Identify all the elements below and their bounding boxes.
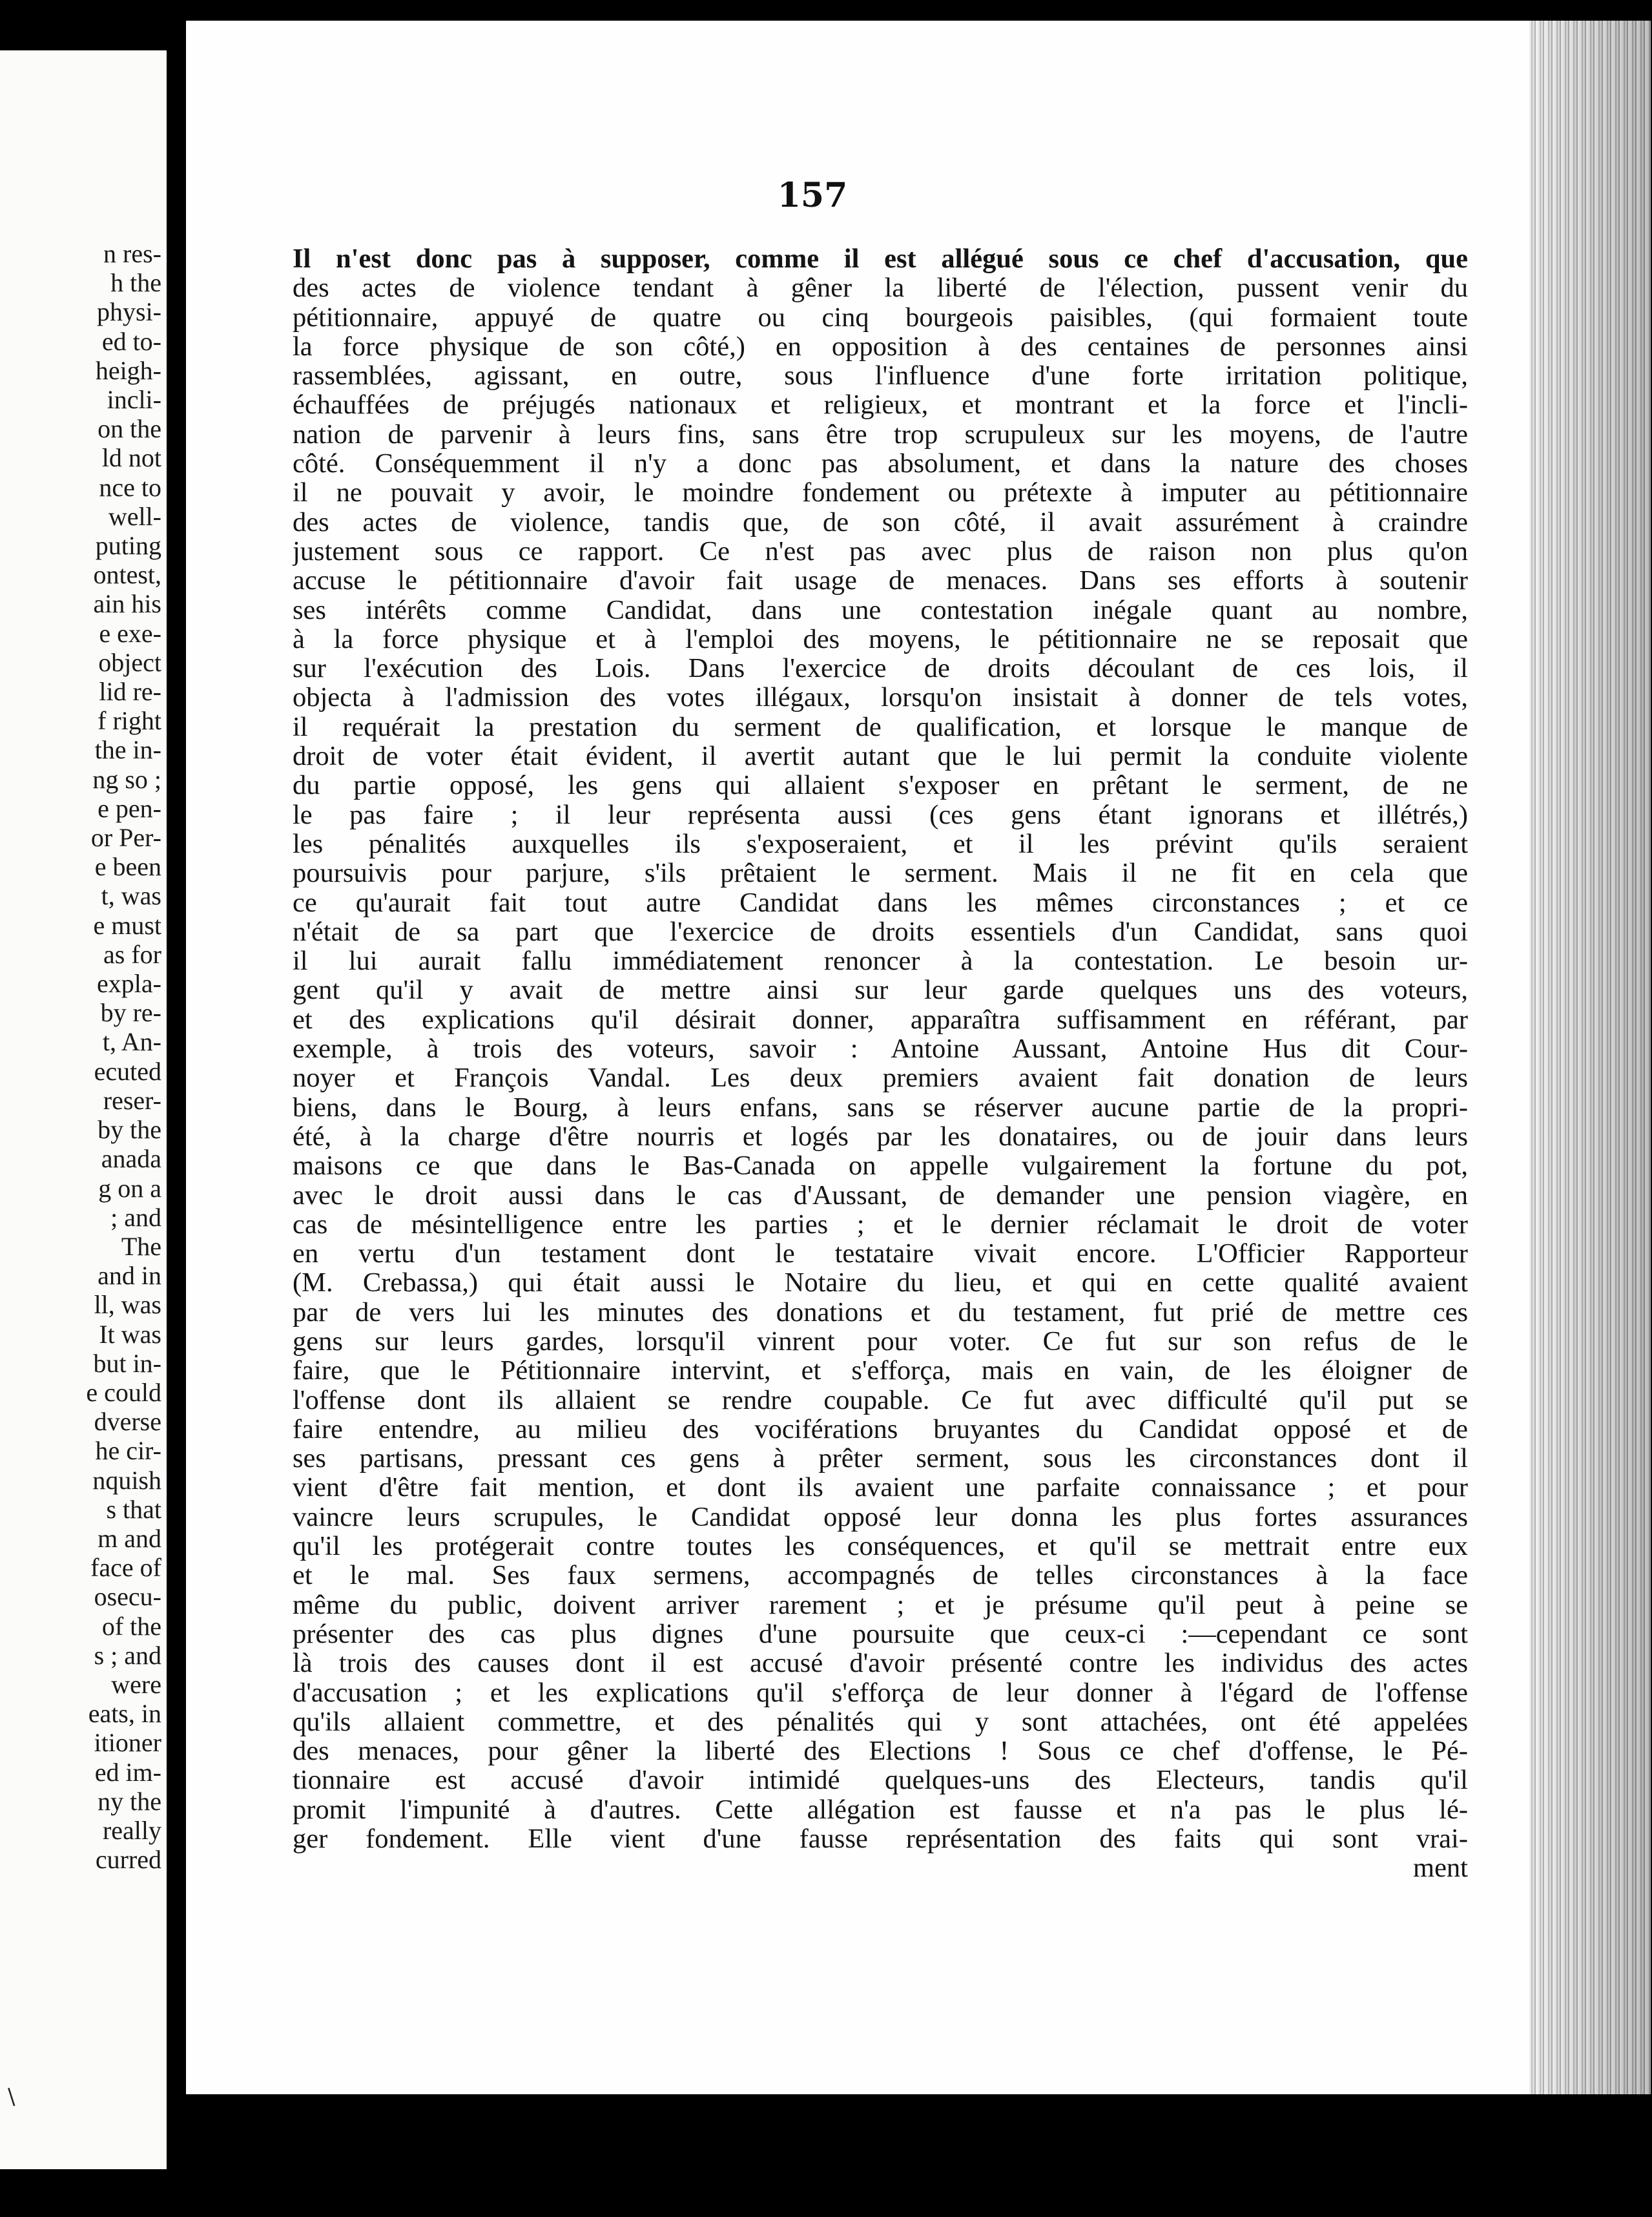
catchword: ment xyxy=(1413,1853,1468,1883)
facing-page-line: anada xyxy=(101,1144,161,1174)
facing-page-line: e must xyxy=(93,910,161,940)
text-line: accuse le pétitionnaire d'avoir fait usage de menaces. Dans ses efforts à soutenir xyxy=(293,566,1468,596)
text-line: du partie opposé, les gens qui allaient s'exposer en prêtant le serment, de ne xyxy=(293,771,1468,800)
facing-page-line: ed im- xyxy=(94,1757,161,1787)
facing-page-line: or Per- xyxy=(90,823,161,853)
text-line: exemple, à trois des voteurs, savoir : Antoine Aussant, Antoine Hus dit Cour- xyxy=(293,1034,1468,1064)
text-line: là trois des causes dont il est accusé d'avoir présenté contre les individus des actes xyxy=(293,1649,1468,1678)
page-number: 157 xyxy=(777,176,848,215)
facing-page-line: e been xyxy=(94,852,161,882)
text-line: faire entendre, au milieu des vociférations bruyantes du Candidat opposé et de xyxy=(293,1414,1468,1444)
facing-page-line: f right xyxy=(98,706,161,736)
text-line: ger fondement. Elle vient d'une fausse représentation des faits qui sont vrai- xyxy=(293,1824,1468,1854)
facing-page-line: and in xyxy=(98,1261,161,1291)
facing-page-line: dverse xyxy=(94,1407,161,1437)
facing-page-line: ll, was xyxy=(94,1290,161,1320)
text-line: échauffées de préjugés nationaux et religieux, et montrant et la force et l'incli- xyxy=(293,390,1468,420)
page-edges xyxy=(1529,21,1651,2094)
text-line: tionnaire est accusé d'avoir intimidé quelques-uns des Electeurs, tandis qu'il xyxy=(293,1765,1468,1795)
text-line: été, à la charge d'être nourris et logés par les donataires, ou de jouir dans leurs xyxy=(293,1121,1468,1152)
text-line: droit de voter était évident, il avertit autant que le lui permit la conduite violente xyxy=(293,742,1468,771)
facing-page-line: itioner xyxy=(94,1728,161,1758)
text-line: en vertu d'un testament dont le testataire vivait encore. L'Officier Rapporteur xyxy=(293,1239,1468,1269)
facing-page-line: as for xyxy=(103,939,161,969)
facing-page-line: physi- xyxy=(97,297,161,327)
facing-page-line: osecu- xyxy=(94,1582,161,1612)
facing-page-line: e pen- xyxy=(98,793,161,823)
text-line: promit l'impunité à d'autres. Cette allégation est fausse et n'a pas le plus lé- xyxy=(293,1795,1468,1825)
facing-page-line: t, An- xyxy=(102,1027,161,1057)
text-line: il requérait la prestation du serment de qualification, et lorsque le manque de xyxy=(293,712,1468,742)
facing-page-line: heigh- xyxy=(95,355,161,385)
facing-page-line: by the xyxy=(98,1115,161,1145)
facing-page-line: n res- xyxy=(103,239,161,268)
facing-page-line: ng so ; xyxy=(92,764,161,794)
facing-page-line: ontest, xyxy=(93,560,161,590)
text-line: vient d'être fait mention, et dont ils avaient une parfaite connaissance ; et pour xyxy=(293,1473,1468,1503)
margin-mark: \ xyxy=(8,2084,15,2110)
facing-page-left xyxy=(0,50,167,2169)
text-line: objecta à l'admission des votes illégaux, lorsqu'on insistait à donner de tels votes, xyxy=(293,683,1468,713)
text-line: vaincre leurs scrupules, le Candidat opposé leur donna les plus fortes assurances xyxy=(293,1502,1468,1532)
facing-page-line: g on a xyxy=(98,1173,161,1203)
facing-page-line: curred xyxy=(95,1845,161,1875)
facing-page-line: well- xyxy=(108,501,161,531)
text-line: ses intérêts comme Candidat, dans une contestation inégale quant au nombre, xyxy=(293,595,1468,625)
facing-page-line: face of xyxy=(90,1553,161,1583)
text-line: ses partisans, pressant ces gens à prêter serment, sous les circonstances dont il xyxy=(293,1444,1468,1473)
book-page xyxy=(186,21,1651,2094)
text-line: par de vers lui les minutes des donations et du testament, fut prié de mettre ces xyxy=(293,1297,1468,1327)
page-body-text xyxy=(293,244,1468,1883)
facing-page-line: e exe- xyxy=(99,618,161,648)
text-line: pétitionnaire, appuyé de quatre ou cinq bourgeois paisibles, (qui formaient toute xyxy=(293,302,1468,332)
facing-page-text-fragments xyxy=(86,239,161,1874)
facing-page-line: eats, in xyxy=(88,1699,161,1729)
text-line: présenter des cas plus dignes d'une poursuite que ceux-ci :—cependant ce sont xyxy=(293,1619,1468,1649)
facing-page-line: incli- xyxy=(107,385,161,415)
text-line: sur l'exécution des Lois. Dans l'exercice de droits découlant de ces lois, il xyxy=(293,654,1468,683)
text-line: gent qu'il y avait de mettre ainsi sur leur garde quelques uns des voteurs, xyxy=(293,975,1468,1005)
text-line: cas de mésintelligence entre les parties ; et le dernier réclamait le droit de voter xyxy=(293,1209,1468,1240)
facing-page-line: lid re- xyxy=(99,677,161,707)
text-line: des actes de violence, tandis que, de son côté, il avait assurément à craindre xyxy=(293,507,1468,537)
facing-page-line: m and xyxy=(98,1523,161,1553)
text-line: le pas faire ; il leur représenta aussi (ces gens étant ignorans et illétrés,) xyxy=(293,800,1468,829)
facing-page-line: nce to xyxy=(99,472,161,502)
text-line: (M. Crebassa,) qui était aussi le Notaire du lieu, et qui en cette qualité avaient xyxy=(293,1268,1468,1298)
text-line: noyer et François Vandal. Les deux premiers avaient fait donation de leurs xyxy=(293,1063,1468,1093)
text-line: côté. Conséquemment il n'y a donc pas absolument, et dans la nature des choses xyxy=(293,449,1468,479)
facing-page-line: nquish xyxy=(92,1465,161,1495)
facing-page-line: object xyxy=(98,647,161,677)
text-line: poursuivis pour parjure, s'ils prêtaient le serment. Mais il ne fit en cela que xyxy=(293,859,1468,888)
facing-page-line: ; and xyxy=(110,1202,161,1232)
facing-page-line: on the xyxy=(98,414,161,444)
facing-page-line: reser- xyxy=(103,1085,161,1115)
facing-page-line: ecuted xyxy=(94,1056,161,1086)
text-line: des menaces, pour gêner la liberté des Elections ! Sous ce chef d'offense, le Pé- xyxy=(293,1736,1468,1766)
text-line: qu'il les protégerait contre toutes les conséquences, et qu'il se mettrait entre eux xyxy=(293,1532,1468,1561)
facing-page-line: e could xyxy=(86,1377,161,1407)
text-line: ce qu'aurait fait tout autre Candidat dans les mêmes circonstances ; et ce xyxy=(293,888,1468,917)
facing-page-line: puting xyxy=(95,531,161,561)
text-line: nation de parvenir à leurs fins, sans être trop scrupuleux sur les moyens, de l'autre xyxy=(293,419,1468,450)
text-line: qu'ils allaient commettre, et des pénalités qui y sont attachées, ont été appelées xyxy=(293,1707,1468,1737)
text-line: maisons ce que dans le Bas-Canada on appelle vulgairement la fortune du pot, xyxy=(293,1151,1468,1181)
facing-page-line: s that xyxy=(106,1494,161,1524)
facing-page-line: s ; and xyxy=(94,1640,161,1670)
facing-page-line: ain his xyxy=(93,589,161,619)
facing-page-line: really xyxy=(102,1815,161,1845)
facing-page-line: ny the xyxy=(98,1786,161,1816)
text-line: n'était de sa part que l'exercice de droits essentiels d'un Candidat, sans quoi xyxy=(293,917,1468,947)
facing-page-line: h the xyxy=(110,268,161,298)
facing-page-line: The xyxy=(121,1231,161,1261)
text-line: gens sur leurs gardes, lorsqu'il vinrent pour voter. Ce fut sur son refus de le xyxy=(293,1326,1468,1357)
facing-page-line: expla- xyxy=(97,969,161,999)
text-line: et le mal. Ses faux sermens, accompagnés de telles circonstances à la face xyxy=(293,1561,1468,1590)
text-line: à la force physique et à l'emploi des moyens, le pétitionnaire ne se reposait que xyxy=(293,624,1468,654)
text-line: d'accusation ; et les explications qu'il s'efforça de leur donner à l'égard de l'offense xyxy=(293,1678,1468,1707)
facing-page-line: of the xyxy=(101,1611,161,1641)
text-line: il ne pouvait y avoir, le moindre fondement ou prétexte à imputer au pétitionnaire xyxy=(293,478,1468,508)
facing-page-line: ld not xyxy=(101,443,161,473)
facing-page-line: the in- xyxy=(94,735,161,765)
facing-page-line: t, was xyxy=(101,881,161,911)
facing-page-line: he cir- xyxy=(95,1436,161,1466)
text-line: les pénalités auxquelles ils s'exposeraient, et il les prévint qu'ils seraient xyxy=(293,829,1468,859)
text-line: faire, que le Pétitionnaire intervint, et s'efforça, mais en vain, de les éloigner de xyxy=(293,1356,1468,1386)
text-line: la force physique de son côté,) en opposition à des centaines de personnes ainsi xyxy=(293,331,1468,362)
facing-page-line: It was xyxy=(99,1319,161,1349)
facing-page-line: were xyxy=(111,1669,161,1699)
text-line: justement sous ce rapport. Ce n'est pas avec plus de raison non plus qu'on xyxy=(293,536,1468,567)
facing-page-line: ed to- xyxy=(101,326,161,356)
text-line: même du public, doivent arriver rarement ; et je présume qu'il peut à peine se xyxy=(293,1590,1468,1619)
text-line: et des explications qu'il désirait donner, apparaîtra suffisamment en référant, par xyxy=(293,1004,1468,1035)
text-line: des actes de violence tendant à gêner la liberté de l'élection, pussent venir du xyxy=(293,273,1468,303)
text-line: Il n'est donc pas à supposer, comme il est allégué sous ce chef d'accusation, que xyxy=(293,244,1468,274)
text-line: avec le droit aussi dans le cas d'Aussant, de demander une pension viagère, en xyxy=(293,1180,1468,1210)
text-line: biens, dans le Bourg, à leurs enfans, sans se réserver aucune partie de la propri- xyxy=(293,1092,1468,1122)
text-line: rassemblées, agissant, en outre, sous l'influence d'une forte irritation politique, xyxy=(293,361,1468,391)
text-line: il lui aurait fallu immédiatement renoncer à la contestation. Le besoin ur- xyxy=(293,946,1468,976)
facing-page-line: by re- xyxy=(100,998,161,1028)
text-line: l'offense dont ils allaient se rendre coupable. Ce fut avec difficulté qu'il put se xyxy=(293,1385,1468,1415)
facing-page-line: but in- xyxy=(93,1348,161,1378)
